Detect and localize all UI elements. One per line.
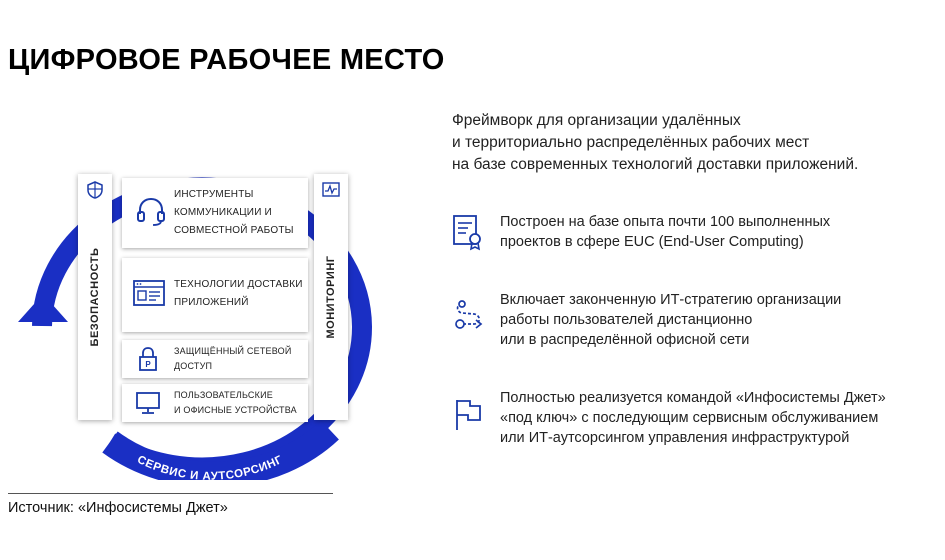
ring-arrow-icon bbox=[18, 294, 68, 322]
shield-icon bbox=[85, 180, 105, 200]
diagram-block bbox=[122, 258, 308, 332]
intro-line: и территориально распределённых рабочих мест bbox=[452, 134, 810, 151]
certificate-icon bbox=[448, 212, 488, 252]
route-icon bbox=[448, 296, 488, 336]
block-line: ДОСТУП bbox=[174, 361, 213, 371]
feature-line: Полностью реализуется командой «Инфосистемы Джет» bbox=[500, 390, 886, 406]
diagram-block bbox=[122, 178, 308, 248]
feature-text bbox=[500, 290, 841, 350]
block-line: СОВМЕСТНОЙ РАБОТЫ bbox=[174, 225, 294, 236]
feature-text bbox=[500, 212, 830, 252]
source-divider bbox=[8, 493, 333, 494]
intro-text bbox=[452, 110, 858, 176]
block-text bbox=[174, 388, 297, 418]
headset-icon bbox=[134, 195, 168, 229]
feature-line: Построен на базе опыта почти 100 выполненных bbox=[500, 214, 831, 230]
block-line: КОММУНИКАЦИИ И bbox=[174, 207, 272, 218]
feature-line: «под ключ» с последующим сервисным обслуживанием bbox=[500, 410, 879, 426]
flag-icon bbox=[448, 394, 488, 434]
block-text bbox=[174, 344, 292, 374]
block-line: ПОЛЬЗОВАТЕЛЬСКИЕ bbox=[174, 390, 273, 400]
monitoring-panel bbox=[314, 174, 348, 420]
security-panel bbox=[78, 174, 112, 420]
framework-diagram bbox=[0, 130, 420, 480]
block-line: ИНСТРУМЕНТЫ bbox=[174, 189, 254, 200]
ring-label: СЕРВИС И АУТСОРСИНГ bbox=[135, 453, 285, 480]
lock-icon bbox=[136, 346, 160, 372]
svg-text:P: P bbox=[145, 360, 151, 369]
block-line: ТЕХНОЛОГИИ ДОСТАВКИ bbox=[174, 279, 303, 290]
source-note: Источник: «Инфосистемы Джет» bbox=[8, 500, 228, 516]
diagram-block bbox=[122, 384, 308, 422]
pulse-monitor-icon bbox=[321, 180, 341, 200]
feature-line: проектов в сфере EUC (End-User Computing) bbox=[500, 234, 804, 250]
feature-line: работы пользователей дистанционно bbox=[500, 312, 753, 328]
monitor-icon bbox=[134, 390, 162, 416]
monitoring-label: МОНИТОРИНГ bbox=[325, 255, 337, 339]
block-text bbox=[174, 276, 303, 312]
block-line: И ОФИСНЫЕ УСТРОЙСТВА bbox=[174, 405, 297, 415]
security-label: БЕЗОПАСНОСТЬ bbox=[89, 247, 101, 347]
block-line: ЗАЩИЩЁННЫЙ СЕТЕВОЙ bbox=[174, 346, 292, 356]
block-line: ПРИЛОЖЕНИЙ bbox=[174, 297, 249, 308]
page-title: ЦИФРОВОЕ РАБОЧЕЕ МЕСТО bbox=[8, 44, 445, 76]
feature-line: или ИТ-аутсорсингом управления инфраструктурой bbox=[500, 430, 850, 446]
intro-line: Фреймворк для организации удалённых bbox=[452, 112, 741, 129]
feature-line: Включает законченную ИТ-стратегию организации bbox=[500, 292, 842, 308]
feature-text bbox=[500, 388, 886, 448]
app-window-icon bbox=[132, 278, 168, 308]
block-text bbox=[174, 186, 294, 240]
feature-line: или в распределённой офисной сети bbox=[500, 332, 750, 348]
diagram-block bbox=[122, 340, 308, 378]
intro-line: на базе современных технологий доставки приложений. bbox=[452, 156, 859, 173]
